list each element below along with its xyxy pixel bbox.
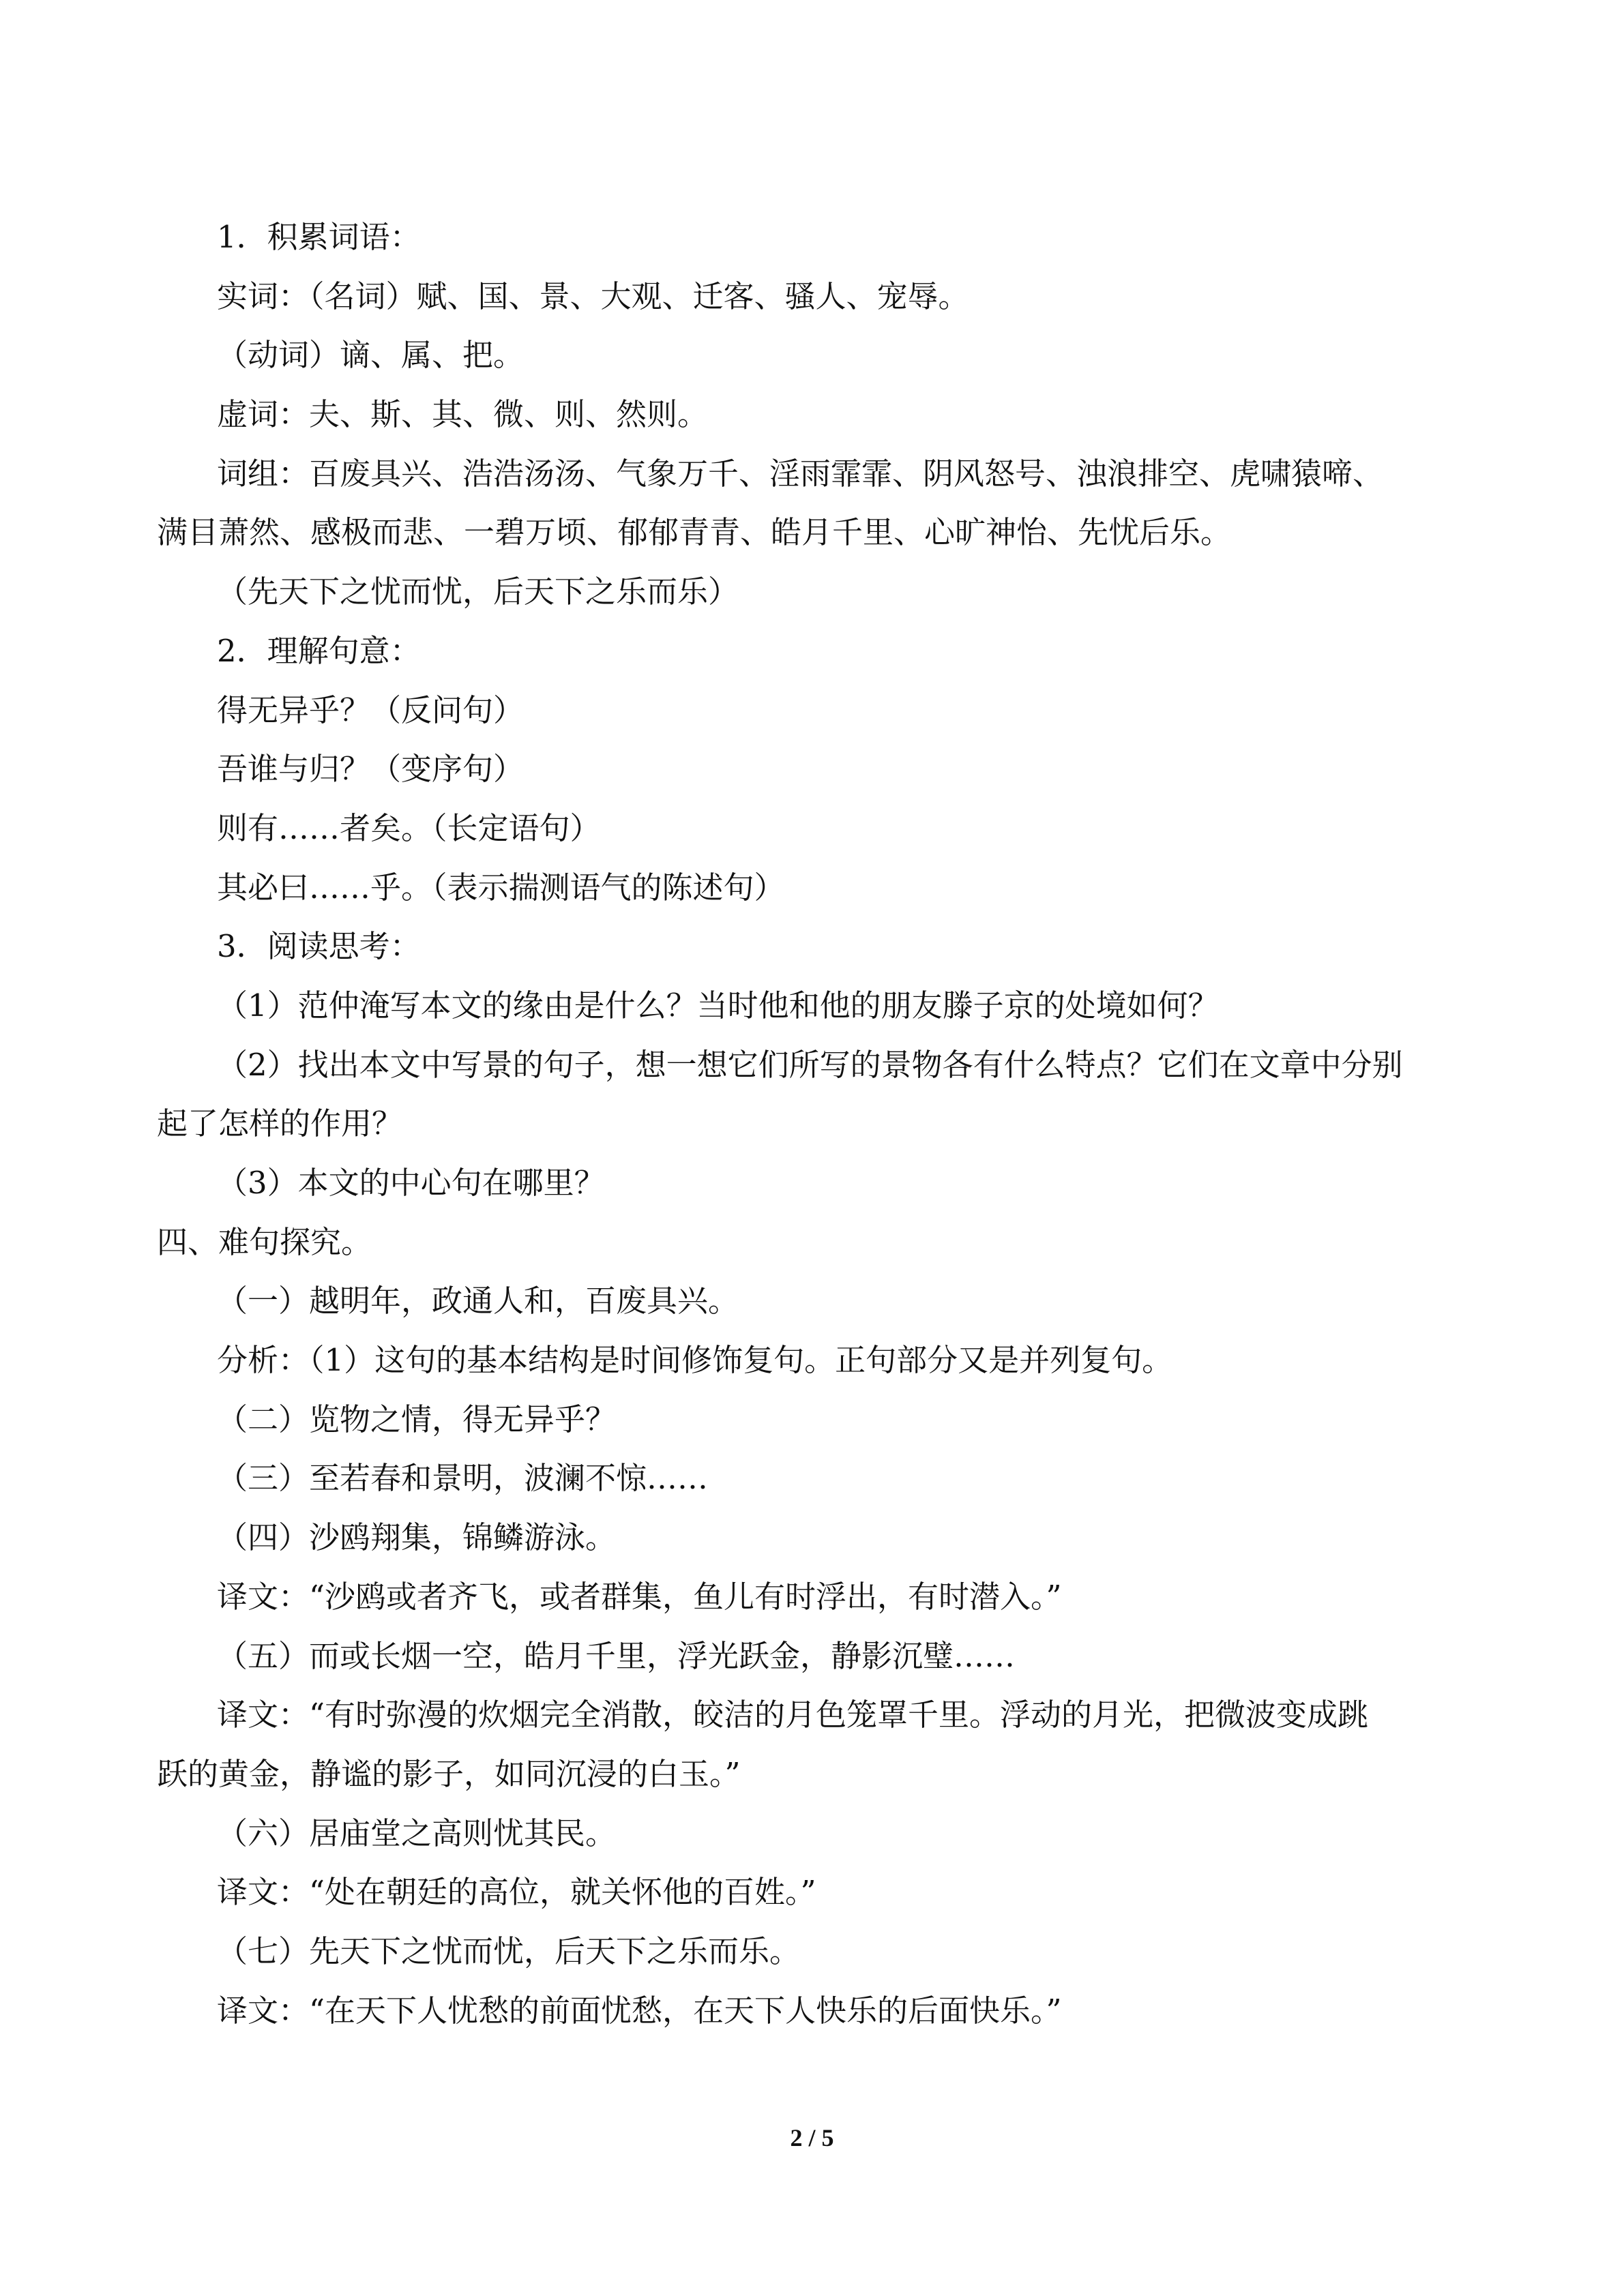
text-line: （一）越明年，政通人和，百废具兴。 [217,1283,739,1320]
text-line: （1）范仲淹写本文的缘由是什么？当时他和他的朋友滕子京的处境如何？ [217,987,1219,1024]
text-line: 虚词：夫、斯、其、微、则、然则。 [217,396,709,433]
text-line: （二）览物之情，得无异乎？ [217,1401,617,1437]
document-body [157,208,1494,2040]
section-heading: 四、难句探究。 [157,1223,372,1260]
text-line: （动词）谪、属、把。 [217,337,525,374]
text-line: 3．阅读思考： [217,928,421,965]
text-line: 译文：“沙鸥或者齐飞，或者群集，鱼儿有时浮出，有时潜入。” [217,1578,1062,1615]
text-line: 吾谁与归？（变序句） [217,751,525,788]
text-line: 其必曰……乎。（表示揣测语气的陈述句） [217,869,785,906]
text-line: （五）而或长烟一空，皓月千里，浮光跃金，静影沉璧…… [217,1637,1016,1674]
page-number: 2 / 5 [790,2124,834,2151]
text-line: 跃的黄金，静谧的影子，如同沉浸的白玉。” [157,1755,741,1792]
text-line: 译文：“处在朝廷的高位，就关怀他的百姓。” [217,1874,816,1911]
text-line: 得无异乎？（反问句） [217,691,525,728]
text-line: 2．理解句意： [217,632,421,669]
text-line: （2）找出本文中写景的句子，想一想它们所写的景物各有什么特点？它们在文章中分别 [217,1046,1403,1083]
text-line: （四）沙鸥翔集，锦鳞游泳。 [217,1519,617,1556]
text-line: 译文：“有时弥漫的炊烟完全消散，皎洁的月色笼罩千里。浮动的月光，把微波变成跳 [217,1697,1369,1733]
text-line: 词组：百废具兴、浩浩汤汤、气象万千、淫雨霏霏、阴风怒号、浊浪排空、虎啸猿啼、 [217,455,1384,492]
text-line: 1．积累词语： [217,219,421,255]
text-line: 起了怎样的作用？ [157,1105,403,1142]
text-line: （六）居庙堂之高则忧其民。 [217,1815,617,1851]
text-line: （先天下之忧而忧，后天下之乐而乐） [217,573,739,610]
text-line: 译文：“在天下人忧愁的前面忧愁，在天下人快乐的后面快乐。” [217,1992,1062,2029]
text-line: 分析：（1）这句的基本结构是时间修饰复句。正句部分又是并列复句。 [217,1342,1173,1379]
text-line: 实词：（名词）赋、国、景、大观、迁客、骚人、宠辱。 [217,278,969,314]
text-line: （三）至若春和景明，波澜不惊…… [217,1460,709,1497]
text-line: 则有……者矣。（长定语句） [217,809,601,846]
text-line: （3）本文的中心句在哪里？ [217,1165,605,1201]
text-line: （七）先天下之忧而忧，后天下之乐而乐。 [217,1933,801,1969]
text-line: 满目萧然、感极而悲、一碧万顷、郁郁青青、皓月千里、心旷神怡、先忧后乐。 [157,514,1232,551]
